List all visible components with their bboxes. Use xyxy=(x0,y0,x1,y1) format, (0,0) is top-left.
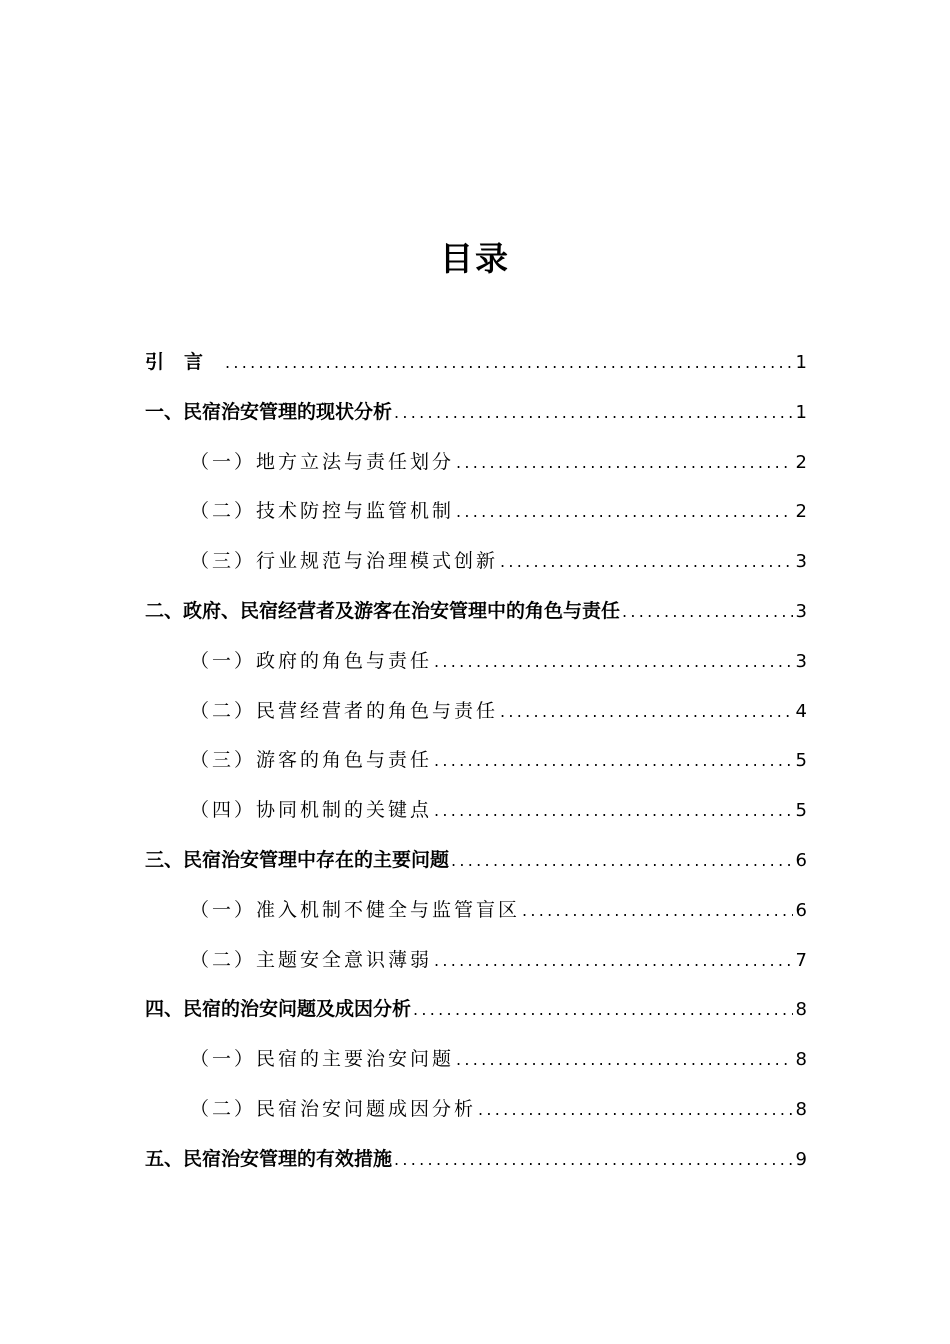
toc-dot-leader xyxy=(434,736,793,786)
toc-page-number: 3 xyxy=(795,551,807,573)
toc-dot-leader xyxy=(413,985,793,1035)
toc-dot-leader xyxy=(394,1135,793,1185)
toc-entry-subsection[interactable] xyxy=(145,936,807,986)
toc-page-number: 5 xyxy=(795,800,807,822)
toc-page-number: 2 xyxy=(795,451,807,473)
toc-entry-section-2[interactable] xyxy=(145,587,807,637)
toc-entry-section-1[interactable] xyxy=(145,388,807,438)
toc-entry-label: （一）地方立法与责任划分 xyxy=(190,450,455,473)
toc-entry-label: 二、政府、民宿经营者及游客在治安管理中的角色与责任 xyxy=(145,599,621,622)
toc-entry-label: 引言 xyxy=(145,351,224,373)
toc-page-number: 1 xyxy=(795,352,807,373)
toc-page-number: 5 xyxy=(795,750,807,772)
toc-entry-section-4[interactable] xyxy=(145,985,807,1035)
toc-dot-leader xyxy=(478,1085,793,1135)
toc-dot-leader xyxy=(622,587,793,637)
toc-dot-leader xyxy=(394,388,793,438)
toc-entry-section-3[interactable] xyxy=(145,836,807,886)
toc-entry-label: （四）协同机制的关键点 xyxy=(190,799,433,822)
toc-dot-leader xyxy=(225,338,793,388)
toc-entry-subsection[interactable] xyxy=(145,687,807,737)
table-of-contents xyxy=(145,338,807,1185)
toc-dot-leader xyxy=(434,637,793,687)
toc-page-number: 4 xyxy=(795,700,807,722)
toc-dot-leader xyxy=(522,886,793,936)
toc-entry-label: （二）技术防控与监管机制 xyxy=(190,500,455,523)
toc-page-number: 6 xyxy=(795,899,807,921)
toc-entry-subsection[interactable] xyxy=(145,1035,807,1085)
toc-page-number: 3 xyxy=(795,650,807,672)
toc-entry-subsection[interactable] xyxy=(145,886,807,936)
toc-entry-subsection[interactable] xyxy=(145,438,807,488)
toc-dot-leader xyxy=(456,438,793,488)
toc-page-number: 3 xyxy=(795,600,807,622)
toc-page-number: 7 xyxy=(795,949,807,971)
toc-page-number: 9 xyxy=(795,1148,807,1170)
toc-dot-leader xyxy=(500,687,793,737)
toc-entry-label: （一）准入机制不健全与监管盲区 xyxy=(190,898,521,921)
toc-entry-label: （二）民营经营者的角色与责任 xyxy=(190,699,499,722)
toc-entry-subsection[interactable] xyxy=(145,487,807,537)
toc-entry-label: （三）游客的角色与责任 xyxy=(190,749,433,772)
toc-page-number: 8 xyxy=(795,1098,807,1120)
toc-entry-label: 一、民宿治安管理的现状分析 xyxy=(145,400,393,423)
toc-entry-label: 五、民宿治安管理的有效措施 xyxy=(145,1147,393,1170)
toc-entry-label: 三、民宿治安管理中存在的主要问题 xyxy=(145,848,450,871)
toc-dot-leader xyxy=(434,786,793,836)
toc-page-number: 8 xyxy=(795,999,807,1021)
toc-page-number: 8 xyxy=(795,1049,807,1071)
toc-entry-label: （三）行业规范与治理模式创新 xyxy=(190,550,499,573)
toc-entry-label: （二）民宿治安问题成因分析 xyxy=(190,1097,477,1120)
toc-entry-intro[interactable] xyxy=(145,338,807,388)
toc-dot-leader xyxy=(500,537,793,587)
toc-entry-subsection[interactable] xyxy=(145,637,807,687)
toc-page-number: 6 xyxy=(795,849,807,871)
toc-dot-leader xyxy=(434,936,793,986)
toc-entry-label: 四、民宿的治安问题及成因分析 xyxy=(145,998,412,1021)
toc-entry-subsection[interactable] xyxy=(145,736,807,786)
toc-dot-leader xyxy=(456,487,793,537)
toc-entry-subsection[interactable] xyxy=(145,786,807,836)
page-title: 目录 xyxy=(440,239,510,278)
toc-page-number: 2 xyxy=(795,501,807,523)
toc-entry-label: （二）主题安全意识薄弱 xyxy=(190,948,433,971)
toc-entry-subsection[interactable] xyxy=(145,1085,807,1135)
toc-page-number: 1 xyxy=(795,401,807,423)
toc-entry-subsection[interactable] xyxy=(145,537,807,587)
toc-dot-leader xyxy=(451,836,793,886)
toc-entry-section-5[interactable] xyxy=(145,1135,807,1185)
toc-entry-label: （一）民宿的主要治安问题 xyxy=(190,1048,455,1071)
toc-dot-leader xyxy=(456,1035,793,1085)
toc-entry-label: （一）政府的角色与责任 xyxy=(190,649,433,672)
